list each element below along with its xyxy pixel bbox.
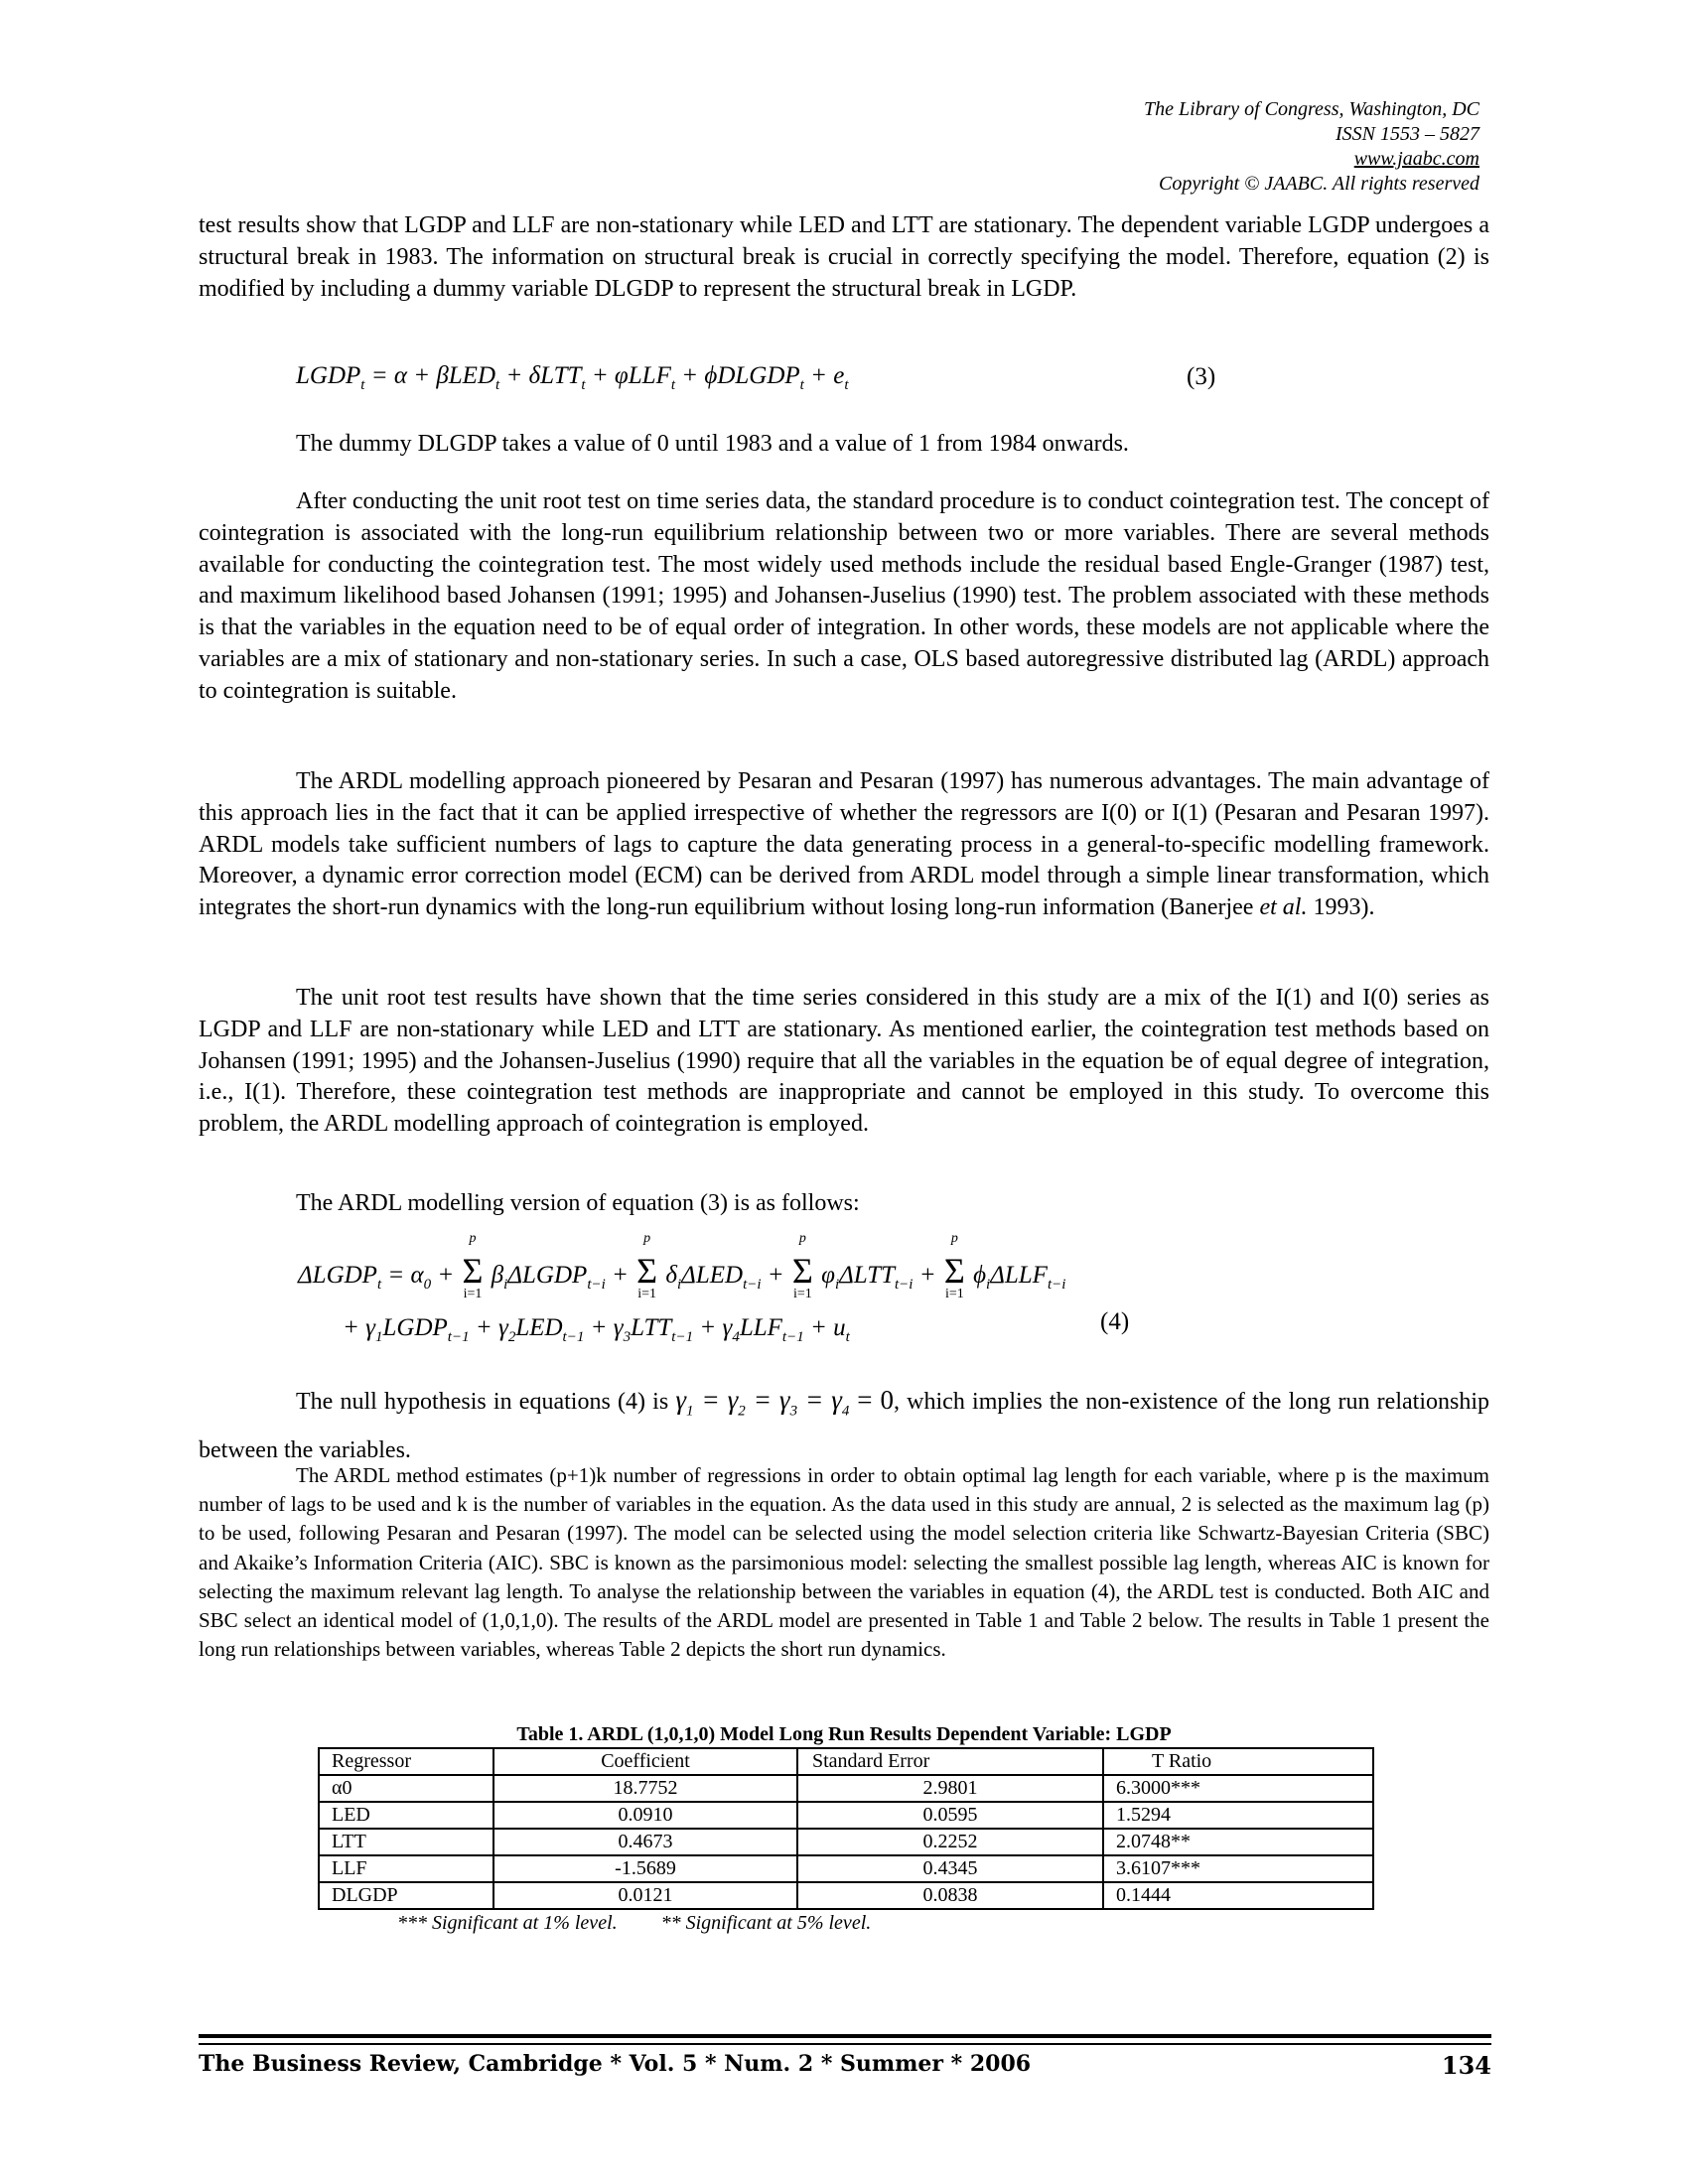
header-regressor: Regressor — [319, 1748, 493, 1775]
header-copyright: Copyright © JAABC. All rights reserved — [1159, 173, 1479, 195]
cell-regressor: LTT — [319, 1829, 493, 1855]
paragraph-structural-break: test results show that LGDP and LLF are non-stationary while LED and LTT are stationary. The dependent variable LGDP undergoes a structural break in 1983. The information on structural break is crucial in correctly specifying the model. Therefore, equation (2) is modified by including a dummy variable DLGDP to represent the structural break in LGDP. — [199, 212, 1489, 302]
table-row — [319, 1829, 1373, 1855]
table-1-significance-note — [397, 1912, 871, 1935]
cell-coefficient: 0.0121 — [493, 1882, 797, 1909]
page-number: 134 — [1441, 2051, 1491, 2080]
cell-t-ratio: 1.5294 — [1103, 1802, 1373, 1829]
equation-4-line1: $\Delta LGDP_t = \alpha_0$ + p Σ i=1 $\beta_i\Delta LGDP_{t-i}$ + p Σ i=1 $\delta_i\Delta LED_{t-i}$ + p Σ i=1 $\varphi_i\Delta LTT_{t-i}$ + p Σ i=1 $\phi_i\Delta LLF_{t-i}$ — [298, 1231, 1066, 1301]
footer-rule-thin — [199, 2043, 1491, 2045]
cell-standard-error: 0.4345 — [797, 1855, 1103, 1882]
cell-regressor: LED — [319, 1802, 493, 1829]
equation-3-number: (3) — [1187, 363, 1216, 390]
cell-coefficient: -1.5689 — [493, 1855, 797, 1882]
equation-3: $LGDP_t = \alpha + \beta LED_t + \delta LTT_t + \varphi LLF_t$ + ϕDLGDP$_t$ + $e_t$ — [296, 362, 849, 393]
cell-t-ratio: 0.1444 — [1103, 1882, 1373, 1909]
para4-text-a: The ARDL modelling approach pioneered by Pesaran and Pesaran (1997) has numerous advantages. The main advantage of this approach lies in the fact that it can be applied irrespective of whether the regressors are I(0) or I(1) (Pesaran and Pesaran 1997). ARDL models take sufficient numbers of lags to capture the data generating process in a general-to-specific modelling framework. Moreover, a dynamic error correction model (ECM) can be derived from ARDL model through a simple linear transformation, which integrates the short-run dynamics with the long-run equilibrium without losing long-run information (Banerjee — [199, 768, 1489, 921]
paragraph-ardl-method: The ARDL method estimates (p+1)k number of regressions in order to obtain optimal lag length for each variable, where p is the maximum number of lags to be used and k is the number of variables in the equation. As the data used in this study are annual, 2 is selected as the maximum lag (p) to be used, following Pesaran and Pesaran (1997). The model can be selected using the model selection criteria like Schwartz-Bayesian Criteria (SBC) and Akaike’s Information Criteria (AIC). SBC is known as the parsimonious model: selecting the smallest possible lag length, whereas AIC is known for selecting the maximum relevant lag length. To analyse the relationship between the variables in equation (4), the ARDL test is conducted. Both AIC and SBC select an identical model of (1,0,1,0). The results of the ARDL model are presented in Table 1 and Table 2 below. The results in Table 1 present the long run relationships between variables, whereas Table 2 depicts the short run dynamics. — [199, 1463, 1489, 1662]
footer-journal-info: The Business Review, Cambridge * Vol. 5 * Num. 2 * Summer * 2006 — [199, 2051, 1032, 2077]
table-row — [319, 1802, 1373, 1829]
paragraph-null-hypothesis — [199, 1380, 1489, 1470]
paragraph-ardl-version: The ARDL modelling version of equation (3) is as follows: — [296, 1190, 860, 1216]
footer-rule-thick — [199, 2034, 1491, 2038]
header-standard-error: Standard Error — [797, 1748, 1103, 1775]
note-5pct: ** Significant at 5% level. — [660, 1912, 872, 1934]
header-issn: ISSN 1553 – 5827 — [1336, 123, 1479, 145]
cell-regressor: DLGDP — [319, 1882, 493, 1909]
table-row — [319, 1775, 1373, 1802]
cell-standard-error: 2.9801 — [797, 1775, 1103, 1802]
para7-text-b: , which implies the non-existence of the long run relationship between the variables. — [199, 1389, 1489, 1464]
paragraph-ardl-advantages — [199, 766, 1489, 924]
journal-footer — [199, 2051, 1491, 2080]
cell-standard-error: 0.0838 — [797, 1882, 1103, 1909]
cell-regressor: LLF — [319, 1855, 493, 1882]
cell-t-ratio: 6.3000*** — [1103, 1775, 1373, 1802]
table-1-caption: Table 1. ARDL (1,0,1,0) Model Long Run Results Dependent Variable: LGDP — [516, 1723, 1172, 1745]
table-row — [319, 1882, 1373, 1909]
para4-etal: et al. — [1259, 894, 1308, 921]
note-1pct: *** Significant at 1% level. — [397, 1912, 618, 1934]
paragraph-dummy: The dummy DLGDP takes a value of 0 until 1983 and a value of 1 from 1984 onwards. — [296, 431, 1129, 457]
cell-standard-error: 0.0595 — [797, 1802, 1103, 1829]
paragraph-unit-root: The unit root test results have shown that the time series considered in this study are a mix of the I(1) and I(0) series as LGDP and LLF are non-stationary while LED and LTT are stationary. As mentioned earlier, the cointegration test methods based on Johansen (1991; 1995) and the Johansen-Juselius (1990) require that all the variables in the equation be of equal degree of integration, i.e., I(1). Therefore, these cointegration test methods are inappropriate and cannot be employed in this study. To overcome this problem, the ARDL modelling approach of cointegration is employed. — [199, 985, 1489, 1138]
cell-coefficient: 0.0910 — [493, 1802, 797, 1829]
para4-text-b: 1993). — [1307, 894, 1375, 921]
table-row — [319, 1855, 1373, 1882]
header-website-link[interactable]: www.jaabc.com — [1353, 148, 1479, 170]
header-t-ratio: T Ratio — [1103, 1748, 1373, 1775]
journal-header — [1144, 97, 1479, 197]
cell-coefficient: 0.4673 — [493, 1829, 797, 1855]
cell-regressor: α0 — [319, 1775, 493, 1802]
null-hypothesis-equation: $\gamma_1 = \gamma_2 = \gamma_3 = \gamma_4 = 0$ — [675, 1385, 894, 1420]
cell-t-ratio: 2.0748** — [1103, 1829, 1373, 1855]
equation-4-line2: + $\gamma_1LGDP_{t-1} + \gamma_2LED_{t-1} + \gamma_3LTT_{t-1} + \gamma_4LLF_{t-1} + u_t$ — [343, 1314, 850, 1345]
equation-4-number: (4) — [1100, 1308, 1130, 1335]
table-header-row — [319, 1748, 1373, 1775]
header-coefficient: Coefficient — [493, 1748, 797, 1775]
para7-text-a: The null hypothesis in equations (4) is — [296, 1389, 669, 1415]
cell-coefficient: 18.7752 — [493, 1775, 797, 1802]
cell-standard-error: 0.2252 — [797, 1829, 1103, 1855]
paragraph-cointegration: After conducting the unit root test on time series data, the standard procedure is to conduct cointegration test. The concept of cointegration is associated with the long-run equilibrium relationship between two or more variables. There are several methods available for conducting the cointegration test. The most widely used methods include the residual based Engle-Granger (1987) test, and maximum likelihood based Johansen (1991; 1995) and Johansen-Juselius (1990) test. The problem associated with these methods is that the variables in the equation need to be of equal order of integration. In other words, these models are not applicable where the variables are a mix of stationary and non-stationary series. In such a case, OLS based autoregressive distributed lag (ARDL) approach to cointegration is suitable. — [199, 488, 1489, 704]
cell-t-ratio: 3.6107*** — [1103, 1855, 1373, 1882]
header-library: The Library of Congress, Washington, DC — [1143, 98, 1479, 120]
table-1 — [318, 1747, 1374, 1910]
